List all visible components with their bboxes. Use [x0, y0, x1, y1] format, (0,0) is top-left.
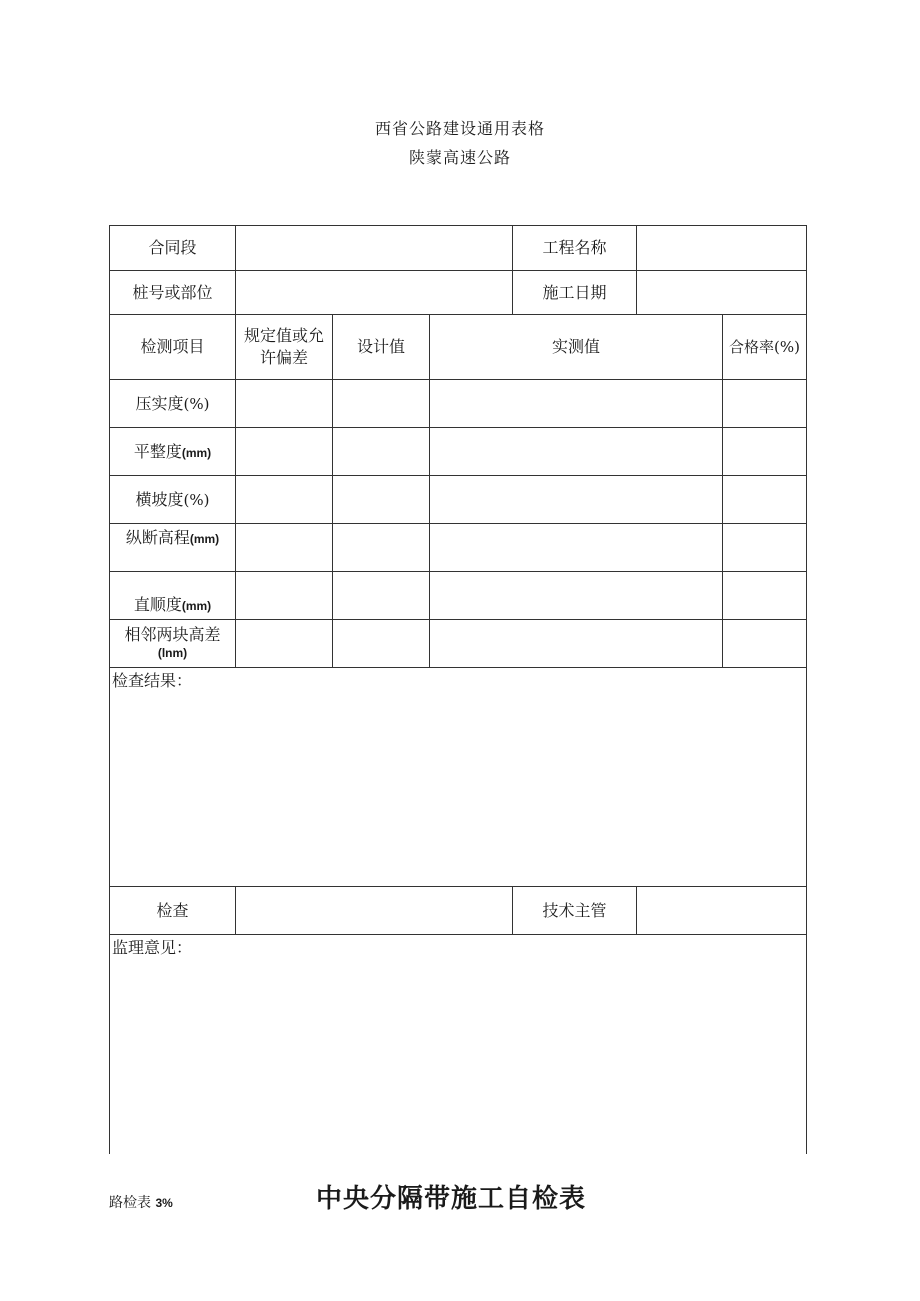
col-header-design: 设计值: [333, 315, 430, 380]
design-cell[interactable]: [333, 524, 430, 572]
row-item-compaction: 压实度(%): [110, 380, 236, 428]
tech-supervisor-label: 技术主管: [513, 887, 637, 935]
form-code-number: 3%: [155, 1196, 173, 1210]
measured-cell[interactable]: [430, 428, 723, 476]
col-header-tolerance: [236, 315, 333, 380]
col-header-item: 检测项目: [110, 315, 236, 380]
design-cell[interactable]: [333, 620, 430, 668]
project-name-field[interactable]: [637, 226, 807, 271]
tolerance-cell[interactable]: [236, 620, 333, 668]
table-row: [110, 380, 807, 428]
pass-rate-cell[interactable]: [723, 572, 807, 620]
date-label: 施工日期: [513, 271, 637, 315]
pass-rate-cell[interactable]: [723, 380, 807, 428]
signature-row: [110, 887, 807, 935]
tolerance-cell[interactable]: [236, 380, 333, 428]
form-header-subtitle: 陕蒙高速公路: [408, 148, 511, 167]
row-item-adjacent-unit: (lnm): [157, 646, 188, 661]
form-code: [109, 1192, 173, 1212]
table-row: [110, 572, 807, 620]
row-item-cross-slope: 横坡度(%): [110, 476, 236, 524]
pass-rate-cell[interactable]: [723, 524, 807, 572]
measured-cell[interactable]: [430, 572, 723, 620]
date-field[interactable]: [637, 271, 807, 315]
measured-cell[interactable]: [430, 380, 723, 428]
measured-cell[interactable]: [430, 476, 723, 524]
project-name-label: 工程名称: [513, 226, 637, 271]
inspection-result-field[interactable]: [110, 668, 807, 887]
pass-rate-cell[interactable]: [723, 428, 807, 476]
tolerance-cell[interactable]: [236, 428, 333, 476]
result-row: [110, 668, 807, 887]
supervision-opinion-label: 监理意见：: [112, 938, 193, 957]
row-item-adjacent-height-diff: [110, 620, 236, 668]
supervision-row: [110, 935, 807, 1154]
design-cell[interactable]: [333, 476, 430, 524]
inspect-field[interactable]: [236, 887, 513, 935]
row-item-flatness: 平整度(mm): [110, 428, 236, 476]
supervision-opinion-field[interactable]: [110, 935, 807, 1154]
pass-rate-cell[interactable]: [723, 476, 807, 524]
design-cell[interactable]: [333, 572, 430, 620]
tech-supervisor-field[interactable]: [637, 887, 807, 935]
table-row: [110, 428, 807, 476]
measured-cell[interactable]: [430, 620, 723, 668]
table-row: [110, 620, 807, 668]
tolerance-cell[interactable]: [236, 476, 333, 524]
design-cell[interactable]: [333, 428, 430, 476]
table-row: [110, 524, 807, 572]
col-header-tolerance-line1: 规定值或允: [243, 326, 324, 346]
form-header-title: 西省公路建设通用表格: [374, 119, 545, 138]
station-field[interactable]: [236, 271, 513, 315]
row-item-elevation: 纵断高程(mm): [110, 524, 236, 572]
tolerance-cell[interactable]: [236, 572, 333, 620]
inspect-label: 检查: [110, 887, 236, 935]
row-item-straightness: 直顺度(mm): [110, 572, 236, 620]
row-item-adjacent-name: 相邻两块高差: [124, 625, 221, 645]
design-cell[interactable]: [333, 380, 430, 428]
col-header-tolerance-line2: 许偏差: [259, 348, 308, 367]
contract-label: 合同段: [110, 226, 236, 271]
inspection-result-label: 检查结果：: [112, 671, 193, 690]
col-header-measured: 实测值: [430, 315, 723, 380]
contract-row: [110, 226, 807, 271]
contract-field[interactable]: [236, 226, 513, 271]
station-row: [110, 271, 807, 315]
form-code-prefix: 路检表: [109, 1195, 151, 1211]
pass-rate-cell[interactable]: [723, 620, 807, 668]
tolerance-cell[interactable]: [236, 524, 333, 572]
col-header-pass-rate: 合格率(%): [723, 315, 807, 380]
inspection-form-table: [109, 225, 807, 1154]
measured-cell[interactable]: [430, 524, 723, 572]
table-row: [110, 476, 807, 524]
station-label: 桩号或部位: [110, 271, 236, 315]
column-header-row: [110, 315, 807, 380]
form-title: 中央分隔带施工自检表: [316, 1184, 587, 1214]
